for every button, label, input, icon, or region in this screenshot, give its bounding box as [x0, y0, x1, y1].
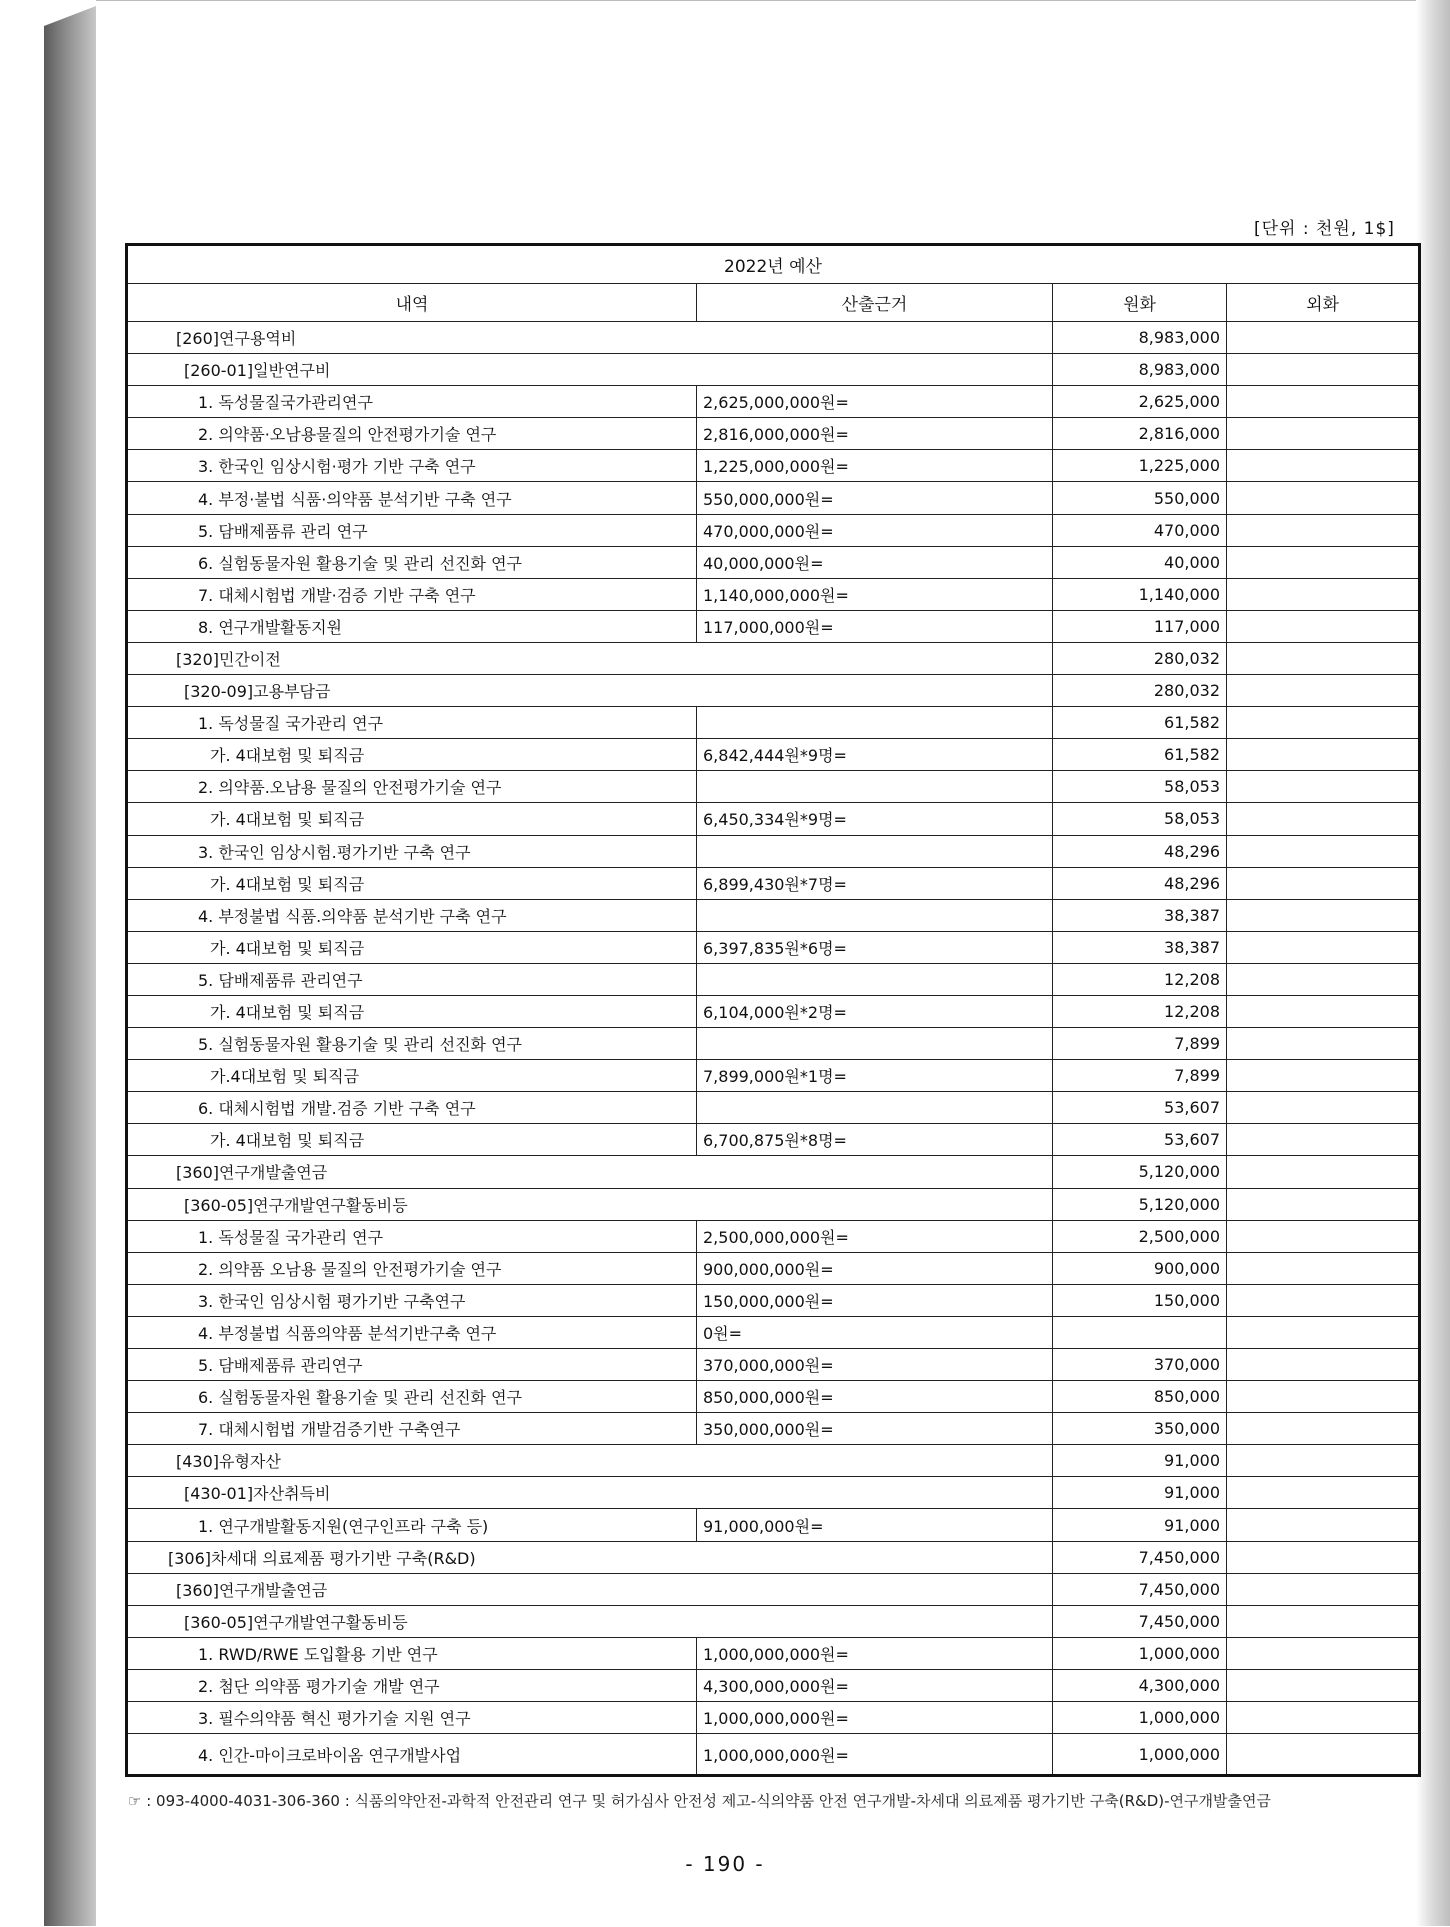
- page-edge-shadow-right: [1416, 0, 1450, 1926]
- row-foreign-amount: [1227, 1605, 1420, 1637]
- row-krw-amount: 2,816,000: [1053, 418, 1227, 450]
- row-foreign-amount: [1227, 1060, 1420, 1092]
- table-caption: 2022년 예산: [127, 245, 1420, 284]
- row-label: 7. 대체시험법 개발·검증 기반 구축 연구: [127, 578, 697, 610]
- row-foreign-amount: [1227, 514, 1420, 546]
- row-krw-amount: 350,000: [1053, 1413, 1227, 1445]
- table-row: [127, 1605, 1420, 1637]
- table-row: [127, 1060, 1420, 1092]
- row-basis: 7,899,000원*1명=: [697, 1060, 1053, 1092]
- row-krw-amount: 48,296: [1053, 835, 1227, 867]
- row-foreign-amount: [1227, 1124, 1420, 1156]
- table-row: [127, 1541, 1420, 1573]
- row-label: [320]민간이전: [127, 642, 1053, 674]
- row-label: 가. 4대보험 및 퇴직금: [127, 867, 697, 899]
- page-number: - 190 -: [685, 1852, 765, 1876]
- row-foreign-amount: [1227, 1669, 1420, 1701]
- page-edge-shadow: [44, 6, 96, 1926]
- table-row: [127, 1669, 1420, 1701]
- row-basis: 900,000,000원=: [697, 1252, 1053, 1284]
- row-basis: 6,700,875원*8명=: [697, 1124, 1053, 1156]
- row-basis: 1,225,000,000원=: [697, 450, 1053, 482]
- row-label: [430]유형자산: [127, 1445, 1053, 1477]
- row-foreign-amount: [1227, 1252, 1420, 1284]
- row-label: 가. 4대보험 및 퇴직금: [127, 803, 697, 835]
- row-krw-amount: 2,500,000: [1053, 1220, 1227, 1252]
- row-basis: 0원=: [697, 1316, 1053, 1348]
- row-foreign-amount: [1227, 1734, 1420, 1776]
- row-foreign-amount: [1227, 1477, 1420, 1509]
- table-row: [127, 803, 1420, 835]
- table-row: [127, 610, 1420, 642]
- row-label: 2. 의약품.오남용 물질의 안전평가기술 연구: [127, 771, 697, 803]
- row-krw-amount: 7,899: [1053, 1060, 1227, 1092]
- row-foreign-amount: [1227, 386, 1420, 418]
- row-foreign-amount: [1227, 482, 1420, 514]
- row-foreign-amount: [1227, 1541, 1420, 1573]
- table-body: [127, 322, 1420, 1776]
- row-label: 7. 대체시험법 개발검증기반 구축연구: [127, 1413, 697, 1445]
- table-row: [127, 354, 1420, 386]
- row-krw-amount: 7,450,000: [1053, 1605, 1227, 1637]
- row-label: [260]연구용역비: [127, 322, 1053, 354]
- row-label: 2. 첨단 의약품 평가기술 개발 연구: [127, 1669, 697, 1701]
- column-header-item: 내역: [127, 284, 697, 322]
- table-row: [127, 450, 1420, 482]
- row-krw-amount: 4,300,000: [1053, 1669, 1227, 1701]
- row-basis: 150,000,000원=: [697, 1284, 1053, 1316]
- row-krw-amount: 1,225,000: [1053, 450, 1227, 482]
- row-label: 6. 실험동물자원 활용기술 및 관리 선진화 연구: [127, 546, 697, 578]
- row-basis: [697, 963, 1053, 995]
- row-basis: 6,450,334원*9명=: [697, 803, 1053, 835]
- row-basis: 2,625,000,000원=: [697, 386, 1053, 418]
- row-foreign-amount: [1227, 1573, 1420, 1605]
- budget-table: [125, 243, 1421, 1777]
- row-krw-amount: 40,000: [1053, 546, 1227, 578]
- row-label: 5. 담배제품류 관리연구: [127, 1349, 697, 1381]
- row-label: [360]연구개발출연금: [127, 1573, 1053, 1605]
- row-foreign-amount: [1227, 450, 1420, 482]
- row-foreign-amount: [1227, 963, 1420, 995]
- row-label: 2. 의약품·오남용물질의 안전평가기술 연구: [127, 418, 697, 450]
- row-label: 6. 대체시험법 개발.검증 기반 구축 연구: [127, 1092, 697, 1124]
- row-foreign-amount: [1227, 354, 1420, 386]
- row-krw-amount: 53,607: [1053, 1092, 1227, 1124]
- table-row: [127, 578, 1420, 610]
- row-basis: 6,899,430원*7명=: [697, 867, 1053, 899]
- row-foreign-amount: [1227, 867, 1420, 899]
- table-row: [127, 963, 1420, 995]
- row-krw-amount: 1,000,000: [1053, 1702, 1227, 1734]
- row-krw-amount: 2,625,000: [1053, 386, 1227, 418]
- row-basis: [697, 899, 1053, 931]
- table-row: [127, 482, 1420, 514]
- row-foreign-amount: [1227, 739, 1420, 771]
- row-basis: [697, 1028, 1053, 1060]
- table-row: [127, 931, 1420, 963]
- row-krw-amount: 12,208: [1053, 995, 1227, 1027]
- row-label: 가.4대보험 및 퇴직금: [127, 1060, 697, 1092]
- row-krw-amount: 58,053: [1053, 771, 1227, 803]
- table-row: [127, 739, 1420, 771]
- table-row: [127, 1349, 1420, 1381]
- row-krw-amount: 12,208: [1053, 963, 1227, 995]
- row-foreign-amount: [1227, 1509, 1420, 1541]
- row-krw-amount: 5,120,000: [1053, 1188, 1227, 1220]
- row-foreign-amount: [1227, 1188, 1420, 1220]
- row-label: 가. 4대보험 및 퇴직금: [127, 739, 697, 771]
- row-foreign-amount: [1227, 1349, 1420, 1381]
- table-row: [127, 899, 1420, 931]
- table-row: [127, 1445, 1420, 1477]
- row-basis: 470,000,000원=: [697, 514, 1053, 546]
- row-foreign-amount: [1227, 1381, 1420, 1413]
- table-row: [127, 1381, 1420, 1413]
- row-label: 가. 4대보험 및 퇴직금: [127, 995, 697, 1027]
- row-krw-amount: 91,000: [1053, 1445, 1227, 1477]
- row-basis: 40,000,000원=: [697, 546, 1053, 578]
- row-label: [360-05]연구개발연구활동비등: [127, 1605, 1053, 1637]
- row-krw-amount: 7,899: [1053, 1028, 1227, 1060]
- row-foreign-amount: [1227, 1413, 1420, 1445]
- row-basis: 1,000,000,000원=: [697, 1702, 1053, 1734]
- row-label: [260-01]일반연구비: [127, 354, 1053, 386]
- row-krw-amount: 38,387: [1053, 899, 1227, 931]
- row-foreign-amount: [1227, 1316, 1420, 1348]
- row-basis: 6,842,444원*9명=: [697, 739, 1053, 771]
- table-row: [127, 1573, 1420, 1605]
- row-label: 가. 4대보험 및 퇴직금: [127, 931, 697, 963]
- row-foreign-amount: [1227, 803, 1420, 835]
- unit-note: [단위 : 천원, 1$]: [1254, 219, 1395, 239]
- row-foreign-amount: [1227, 1220, 1420, 1252]
- row-basis: 91,000,000원=: [697, 1509, 1053, 1541]
- row-krw-amount: 8,983,000: [1053, 354, 1227, 386]
- row-label: 4. 부정불법 식품.의약품 분석기반 구축 연구: [127, 899, 697, 931]
- row-label: 5. 실험동물자원 활용기술 및 관리 선진화 연구: [127, 1028, 697, 1060]
- row-foreign-amount: [1227, 1284, 1420, 1316]
- row-krw-amount: 8,983,000: [1053, 322, 1227, 354]
- row-label: 1. 독성물질 국가관리 연구: [127, 707, 697, 739]
- row-foreign-amount: [1227, 707, 1420, 739]
- table-row: [127, 1156, 1420, 1188]
- column-header-basis: 산출근거: [697, 284, 1053, 322]
- row-label: [320-09]고용부담금: [127, 675, 1053, 707]
- row-foreign-amount: [1227, 1028, 1420, 1060]
- row-label: [360-05]연구개발연구활동비등: [127, 1188, 1053, 1220]
- table-row: [127, 1702, 1420, 1734]
- row-foreign-amount: [1227, 418, 1420, 450]
- row-basis: 1,000,000,000원=: [697, 1734, 1053, 1776]
- table-row: [127, 1028, 1420, 1060]
- table-row: [127, 546, 1420, 578]
- table-row: [127, 1637, 1420, 1669]
- row-label: [430-01]자산취득비: [127, 1477, 1053, 1509]
- row-krw-amount: 61,582: [1053, 739, 1227, 771]
- row-foreign-amount: [1227, 675, 1420, 707]
- row-label: 4. 인간-마이크로바이옴 연구개발사업: [127, 1734, 697, 1776]
- table-row: [127, 1220, 1420, 1252]
- table-row: [127, 835, 1420, 867]
- row-label: 2. 의약품 오남용 물질의 안전평가기술 연구: [127, 1252, 697, 1284]
- row-krw-amount: 370,000: [1053, 1349, 1227, 1381]
- row-foreign-amount: [1227, 1156, 1420, 1188]
- table-row: [127, 1284, 1420, 1316]
- row-krw-amount: 48,296: [1053, 867, 1227, 899]
- row-krw-amount: 91,000: [1053, 1509, 1227, 1541]
- row-krw-amount: 61,582: [1053, 707, 1227, 739]
- row-foreign-amount: [1227, 578, 1420, 610]
- row-foreign-amount: [1227, 1637, 1420, 1669]
- row-foreign-amount: [1227, 835, 1420, 867]
- row-krw-amount: 280,032: [1053, 642, 1227, 674]
- row-label: 1. 독성물질국가관리연구: [127, 386, 697, 418]
- row-foreign-amount: [1227, 931, 1420, 963]
- row-krw-amount: 38,387: [1053, 931, 1227, 963]
- row-krw-amount: 7,450,000: [1053, 1541, 1227, 1573]
- table-row: [127, 1509, 1420, 1541]
- row-krw-amount: 150,000: [1053, 1284, 1227, 1316]
- table-row: [127, 1413, 1420, 1445]
- row-foreign-amount: [1227, 771, 1420, 803]
- row-basis: [697, 771, 1053, 803]
- row-foreign-amount: [1227, 899, 1420, 931]
- row-krw-amount: 470,000: [1053, 514, 1227, 546]
- row-foreign-amount: [1227, 1092, 1420, 1124]
- column-header-krw: 원화: [1053, 284, 1227, 322]
- row-label: [360]연구개발출연금: [127, 1156, 1053, 1188]
- row-krw-amount: 117,000: [1053, 610, 1227, 642]
- row-label: 1. 독성물질 국가관리 연구: [127, 1220, 697, 1252]
- row-krw-amount: 5,120,000: [1053, 1156, 1227, 1188]
- table-row: [127, 1316, 1420, 1348]
- row-basis: 350,000,000원=: [697, 1413, 1053, 1445]
- table-row: [127, 1477, 1420, 1509]
- row-basis: 6,104,000원*2명=: [697, 995, 1053, 1027]
- table-row: [127, 707, 1420, 739]
- row-basis: [697, 835, 1053, 867]
- row-label: [306]차세대 의료제품 평가기반 구축(R&D): [127, 1541, 1053, 1573]
- table-row: [127, 514, 1420, 546]
- row-krw-amount: 53,607: [1053, 1124, 1227, 1156]
- row-foreign-amount: [1227, 1445, 1420, 1477]
- row-basis: 117,000,000원=: [697, 610, 1053, 642]
- row-label: 5. 담배제품류 관리 연구: [127, 514, 697, 546]
- row-label: 가. 4대보험 및 퇴직금: [127, 1124, 697, 1156]
- row-krw-amount: 58,053: [1053, 803, 1227, 835]
- row-basis: 6,397,835원*6명=: [697, 931, 1053, 963]
- row-label: 3. 한국인 임상시험 평가기반 구축연구: [127, 1284, 697, 1316]
- row-label: 1. RWD/RWE 도입활용 기반 연구: [127, 1637, 697, 1669]
- row-krw-amount: 7,450,000: [1053, 1573, 1227, 1605]
- column-header-foreign: 외화: [1227, 284, 1420, 322]
- row-foreign-amount: [1227, 322, 1420, 354]
- row-label: 4. 부정·불법 식품·의약품 분석기반 구축 연구: [127, 482, 697, 514]
- row-krw-amount: 550,000: [1053, 482, 1227, 514]
- row-basis: 2,816,000,000원=: [697, 418, 1053, 450]
- row-basis: 550,000,000원=: [697, 482, 1053, 514]
- table-row: [127, 418, 1420, 450]
- table-row: [127, 1188, 1420, 1220]
- row-label: 5. 담배제품류 관리연구: [127, 963, 697, 995]
- row-basis: 1,000,000,000원=: [697, 1637, 1053, 1669]
- row-label: 3. 필수의약품 혁신 평가기술 지원 연구: [127, 1702, 697, 1734]
- row-krw-amount: 900,000: [1053, 1252, 1227, 1284]
- row-foreign-amount: [1227, 610, 1420, 642]
- table-row: [127, 867, 1420, 899]
- table-row: [127, 1092, 1420, 1124]
- row-label: 6. 실험동물자원 활용기술 및 관리 선진화 연구: [127, 1381, 697, 1413]
- table-row: [127, 642, 1420, 674]
- row-basis: 370,000,000원=: [697, 1349, 1053, 1381]
- row-basis: 850,000,000원=: [697, 1381, 1053, 1413]
- row-foreign-amount: [1227, 546, 1420, 578]
- table-row: [127, 1252, 1420, 1284]
- row-label: 8. 연구개발활동지원: [127, 610, 697, 642]
- row-label: 1. 연구개발활동지원(연구인프라 구축 등): [127, 1509, 697, 1541]
- table-row: [127, 386, 1420, 418]
- row-label: 4. 부정불법 식품의약품 분석기반구축 연구: [127, 1316, 697, 1348]
- row-krw-amount: 850,000: [1053, 1381, 1227, 1413]
- table-row: [127, 675, 1420, 707]
- row-basis: [697, 1092, 1053, 1124]
- table-row: [127, 1734, 1420, 1776]
- row-label: 3. 한국인 임상시험.평가기반 구축 연구: [127, 835, 697, 867]
- row-foreign-amount: [1227, 995, 1420, 1027]
- row-foreign-amount: [1227, 1702, 1420, 1734]
- row-krw-amount: 1,140,000: [1053, 578, 1227, 610]
- table-row: [127, 995, 1420, 1027]
- row-basis: 2,500,000,000원=: [697, 1220, 1053, 1252]
- row-krw-amount: 280,032: [1053, 675, 1227, 707]
- row-krw-amount: 1,000,000: [1053, 1637, 1227, 1669]
- row-krw-amount: 91,000: [1053, 1477, 1227, 1509]
- row-krw-amount: 1,000,000: [1053, 1734, 1227, 1776]
- table-row: [127, 771, 1420, 803]
- footnote: ☞ : 093-4000-4031-306-360 : 식품의약안전-과학적 안전관리 연구 및 허가심사 안전성 제고-식의약품 안전 연구개발-차세대 의료제품 평가기반 구축(R&D)-연구개발출연금: [128, 1792, 1271, 1810]
- row-basis: 1,140,000,000원=: [697, 578, 1053, 610]
- table-row: [127, 1124, 1420, 1156]
- row-foreign-amount: [1227, 642, 1420, 674]
- row-krw-amount: [1053, 1316, 1227, 1348]
- table-row: [127, 322, 1420, 354]
- row-basis: [697, 707, 1053, 739]
- row-basis: 4,300,000,000원=: [697, 1669, 1053, 1701]
- row-label: 3. 한국인 임상시험·평가 기반 구축 연구: [127, 450, 697, 482]
